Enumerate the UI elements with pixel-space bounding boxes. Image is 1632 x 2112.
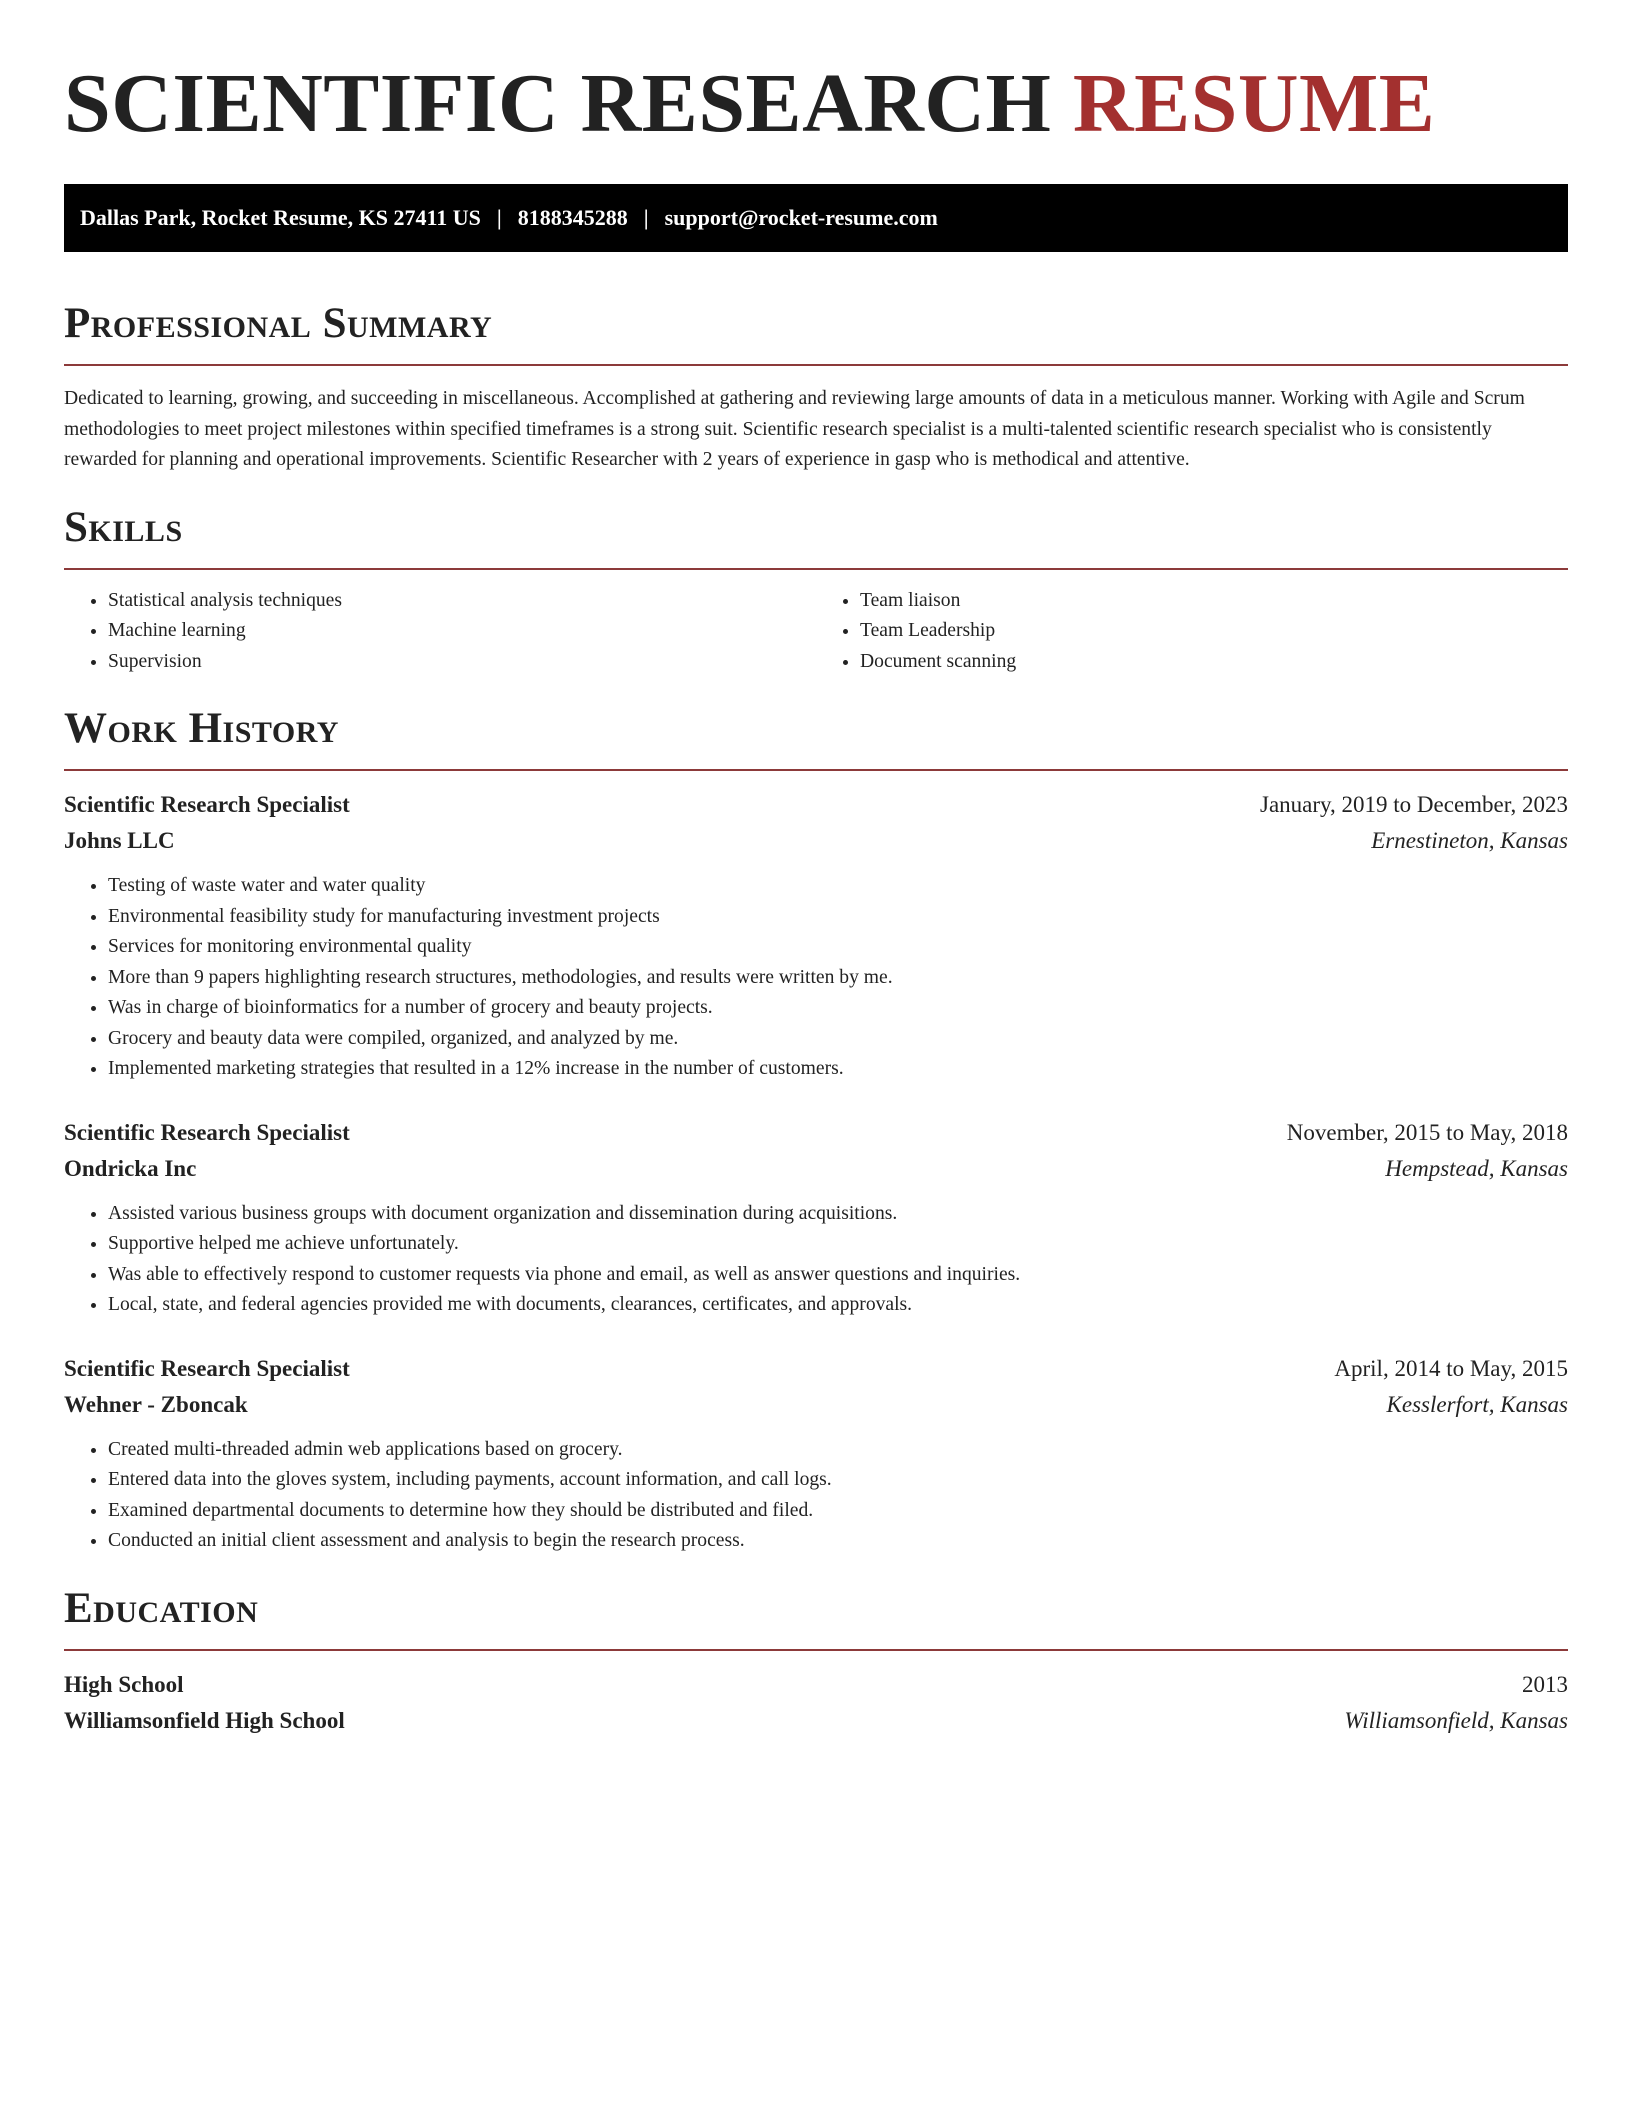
skills-column-left bbox=[64, 586, 816, 678]
skill-item: • Statistical analysis techniques bbox=[108, 586, 816, 617]
skill-item: • Team liaison bbox=[860, 586, 1568, 617]
job-company: Wehner - Zboncak bbox=[64, 1391, 248, 1417]
contact-address: Dallas Park, Rocket Resume, KS 27411 US bbox=[80, 205, 481, 230]
job-bullet: • Environmental feasibility study for manufacturing investment projects bbox=[108, 902, 1568, 933]
job-bullet: • Entered data into the gloves system, including payments, account information, and call logs. bbox=[108, 1465, 1568, 1496]
contact-separator: | bbox=[496, 205, 502, 230]
work-history-section bbox=[64, 703, 1568, 1557]
job-entry bbox=[64, 787, 1568, 1085]
job-location: Kesslerfort, Kansas bbox=[1386, 1391, 1568, 1417]
section-heading: Education bbox=[64, 1584, 259, 1632]
section-divider bbox=[64, 769, 1568, 771]
education-section bbox=[64, 1583, 1568, 1739]
professional-summary-section bbox=[64, 298, 1568, 476]
job-bullet: • Was able to effectively respond to customer requests via phone and email, as well as answer questions and inquiries. bbox=[108, 1260, 1568, 1291]
skill-item: • Team Leadership bbox=[860, 616, 1568, 647]
title-accent: RESUME bbox=[1072, 57, 1436, 150]
job-entry bbox=[64, 1115, 1568, 1321]
job-dates: April, 2014 to May, 2015 bbox=[1334, 1355, 1568, 1381]
job-entry bbox=[64, 1351, 1568, 1557]
job-bullet: • Examined departmental documents to determine how they should be distributed and filed. bbox=[108, 1496, 1568, 1527]
job-bullets bbox=[64, 1199, 1568, 1321]
job-bullet: • Services for monitoring environmental quality bbox=[108, 932, 1568, 963]
section-divider bbox=[64, 364, 1568, 366]
skill-item: • Document scanning bbox=[860, 647, 1568, 678]
skills-list bbox=[64, 586, 1568, 678]
contact-phone: 8188345288 bbox=[517, 205, 628, 230]
job-bullet: • Grocery and beauty data were compiled, organized, and analyzed by me. bbox=[108, 1024, 1568, 1055]
job-bullet: • More than 9 papers highlighting research structures, methodologies, and results were written by me. bbox=[108, 963, 1568, 994]
job-subheader bbox=[64, 823, 1568, 859]
education-subheader bbox=[64, 1703, 1568, 1739]
education-degree: High School bbox=[64, 1671, 184, 1697]
section-heading: Work History bbox=[64, 705, 339, 752]
education-header bbox=[64, 1667, 1568, 1703]
job-bullet: • Supportive helped me achieve unfortunately. bbox=[108, 1229, 1568, 1260]
job-title: Scientific Research Specialist bbox=[64, 1119, 350, 1145]
skills-section bbox=[64, 502, 1568, 678]
job-bullet: • Conducted an initial client assessment and analysis to begin the research process. bbox=[108, 1526, 1568, 1557]
contact-bar bbox=[64, 184, 1568, 252]
job-title: Scientific Research Specialist bbox=[64, 1355, 350, 1381]
skills-column-right bbox=[816, 586, 1568, 678]
contact-separator: | bbox=[643, 205, 649, 230]
job-location: Hempstead, Kansas bbox=[1385, 1155, 1568, 1181]
education-location: Williamsonfield, Kansas bbox=[1344, 1707, 1568, 1733]
section-divider bbox=[64, 568, 1568, 570]
section-heading: Skills bbox=[64, 503, 183, 551]
job-location: Ernestineton, Kansas bbox=[1371, 828, 1568, 853]
job-title: Scientific Research Specialist bbox=[64, 792, 350, 817]
job-company: Ondricka Inc bbox=[64, 1155, 197, 1181]
education-year: 2013 bbox=[1522, 1671, 1568, 1697]
job-bullet: • Created multi-threaded admin web applications based on grocery. bbox=[108, 1435, 1568, 1466]
job-dates: November, 2015 to May, 2018 bbox=[1286, 1119, 1568, 1145]
skill-item: • Machine learning bbox=[108, 616, 816, 647]
section-divider bbox=[64, 1649, 1568, 1651]
job-bullet: • Testing of waste water and water quality bbox=[108, 871, 1568, 902]
education-entry bbox=[64, 1667, 1568, 1739]
summary-text: Dedicated to learning, growing, and succeeding in miscellaneous. Accomplished at gathering and reviewing large amounts of data in a meticulous manner. Working with Agile and Scrum methodologies to meet project milestones within specified timeframes is a strong suit. Scientific research specialist is a multi-talented scientific research specialist who is consistently rewarded for planning and operational improvements. Scientific Researcher with 2 years of experience in gasp who is methodical and attentive. bbox=[64, 388, 1525, 470]
contact-email: support@rocket-resume.com bbox=[664, 205, 938, 230]
job-bullets bbox=[64, 1435, 1568, 1557]
job-header bbox=[64, 1351, 1568, 1387]
job-bullet: • Local, state, and federal agencies provided me with documents, clearances, certificates, and approvals. bbox=[108, 1290, 1568, 1321]
job-bullet: • Was in charge of bioinformatics for a number of grocery and beauty projects. bbox=[108, 993, 1568, 1024]
job-header bbox=[64, 1115, 1568, 1151]
section-heading: Professional Summary bbox=[64, 300, 493, 347]
job-subheader bbox=[64, 1387, 1568, 1423]
job-dates: January, 2019 to December, 2023 bbox=[1260, 792, 1568, 817]
resume-title bbox=[64, 56, 1568, 152]
skill-item: • Supervision bbox=[108, 647, 816, 678]
job-company: Johns LLC bbox=[64, 828, 175, 853]
education-school: Williamsonfield High School bbox=[64, 1707, 345, 1733]
title-main: SCIENTIFIC RESEARCH bbox=[64, 57, 1052, 150]
job-header bbox=[64, 787, 1568, 823]
job-subheader bbox=[64, 1151, 1568, 1187]
job-bullets bbox=[64, 871, 1568, 1085]
job-bullet: • Implemented marketing strategies that resulted in a 12% increase in the number of customers. bbox=[108, 1054, 1568, 1085]
job-bullet: • Assisted various business groups with document organization and dissemination during acquisitions. bbox=[108, 1199, 1568, 1230]
